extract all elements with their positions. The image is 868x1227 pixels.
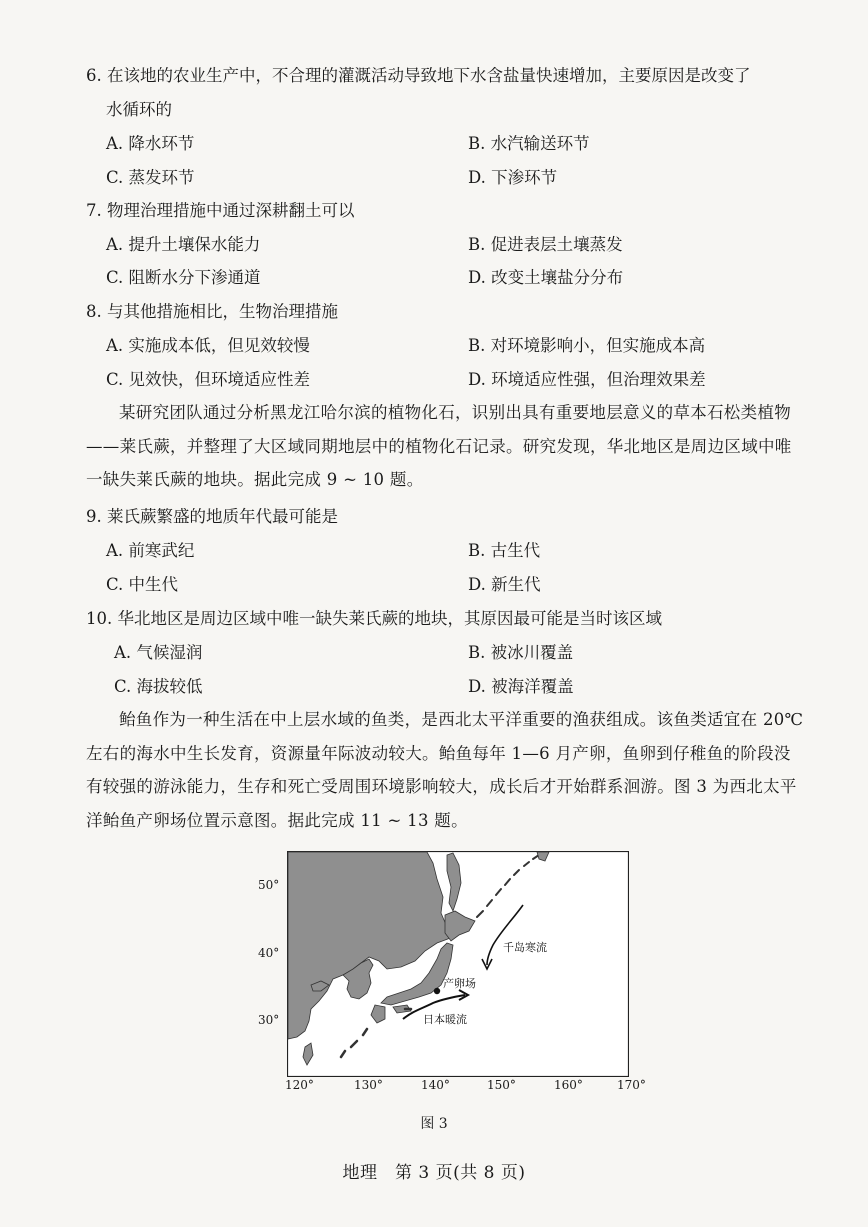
q8-option-a[interactable]: A. 实施成本低，但见效较慢 — [106, 336, 310, 355]
q6-stem-cont: 水循环的 — [106, 100, 172, 119]
q10-option-d[interactable]: D. 被海洋覆盖 — [468, 677, 574, 696]
lon-label-150: 150° — [487, 1078, 516, 1092]
q7-option-a[interactable]: A. 提升土壤保水能力 — [106, 235, 261, 254]
kuril-current-label: 千岛寒流 — [503, 941, 547, 954]
q6-stem: 6. 在该地的农业生产中，不合理的灌溉活动导致地下水含盐量快速增加，主要原因是改变了 — [86, 66, 751, 85]
lon-label-130: 130° — [354, 1078, 383, 1092]
lat-label-30: 30° — [258, 1013, 280, 1027]
lon-label-170: 170° — [617, 1078, 646, 1092]
q9-option-b[interactable]: B. 古生代 — [468, 541, 541, 560]
map-svg — [287, 851, 629, 1077]
q6-option-d[interactable]: D. 下渗环节 — [468, 168, 558, 187]
passage-fossil: 某研究团队通过分析黑龙江哈尔滨的植物化石，识别出具有重要地层意义的草本石松类植物——莱氏蕨，并整理了大区域同期地层中的植物化石记录。研究发现，华北地区是周边区域中唯一缺失莱氏蕨的地块。据此完成 9 ~ 10 题。 — [86, 403, 792, 489]
passage-mackerel: 鲐鱼作为一种生活在中上层水域的鱼类，是西北太平洋重要的渔获组成。该鱼类适宜在 20℃左右的海水中生长发育，资源量年际波动较大。鲐鱼每年 1—6 月产卵，鱼卵到仔稚鱼的阶段没有较强的游泳能力，生存和死亡受周围环境影响较大，成长后才开始群系洄游。图 3 为西北太平洋鲐鱼产卵场位置示意图。据此完成 11 ~ 13 题。 — [86, 710, 804, 830]
q8-option-d[interactable]: D. 环境适应性强，但治理效果差 — [468, 370, 706, 389]
q7-option-d[interactable]: D. 改变土壤盐分分布 — [468, 268, 624, 287]
spawning-ground-label: 产卵场 — [443, 977, 476, 990]
page-footer: 地理 第 3 页(共 8 页) — [342, 1163, 526, 1183]
lat-label-40: 40° — [258, 946, 280, 960]
q6-option-c[interactable]: C. 蒸发环节 — [106, 168, 195, 187]
lon-label-160: 160° — [554, 1078, 583, 1092]
q7-option-b[interactable]: B. 促进表层土壤蒸发 — [468, 235, 623, 254]
q8-option-b[interactable]: B. 对环境影响小，但实施成本高 — [468, 336, 706, 355]
q10-option-a[interactable]: A. 气候湿润 — [114, 643, 203, 662]
q9-stem: 9. 莱氏蕨繁盛的地质年代最可能是 — [86, 507, 338, 526]
lon-label-120: 120° — [285, 1078, 314, 1092]
kuroshio-current-label: 日本暖流 — [423, 1013, 467, 1026]
spawning-ground-marker — [434, 988, 440, 994]
q7-option-c[interactable]: C. 阻断水分下渗通道 — [106, 268, 261, 287]
q9-option-c[interactable]: C. 中生代 — [106, 575, 179, 594]
q10-option-b[interactable]: B. 被冰川覆盖 — [468, 643, 574, 662]
q9-option-d[interactable]: D. 新生代 — [468, 575, 541, 594]
q8-stem: 8. 与其他措施相比，生物治理措施 — [86, 302, 338, 321]
q10-stem: 10. 华北地区是周边区域中唯一缺失莱氏蕨的地块，其原因最可能是当时该区域 — [86, 609, 662, 628]
lat-label-50: 50° — [258, 878, 280, 892]
figure-caption: 图 3 — [420, 1116, 448, 1132]
q6-option-b[interactable]: B. 水汽输送环节 — [468, 134, 590, 153]
q6-option-a[interactable]: A. 降水环节 — [106, 134, 195, 153]
q9-option-a[interactable]: A. 前寒武纪 — [106, 541, 195, 560]
q8-option-c[interactable]: C. 见效快，但环境适应性差 — [106, 370, 311, 389]
lon-label-140: 140° — [421, 1078, 450, 1092]
q10-option-c[interactable]: C. 海拔较低 — [114, 677, 203, 696]
q7-stem: 7. 物理治理措施中通过深耕翻土可以 — [86, 201, 355, 220]
mackerel-spawning-map — [287, 851, 629, 1077]
